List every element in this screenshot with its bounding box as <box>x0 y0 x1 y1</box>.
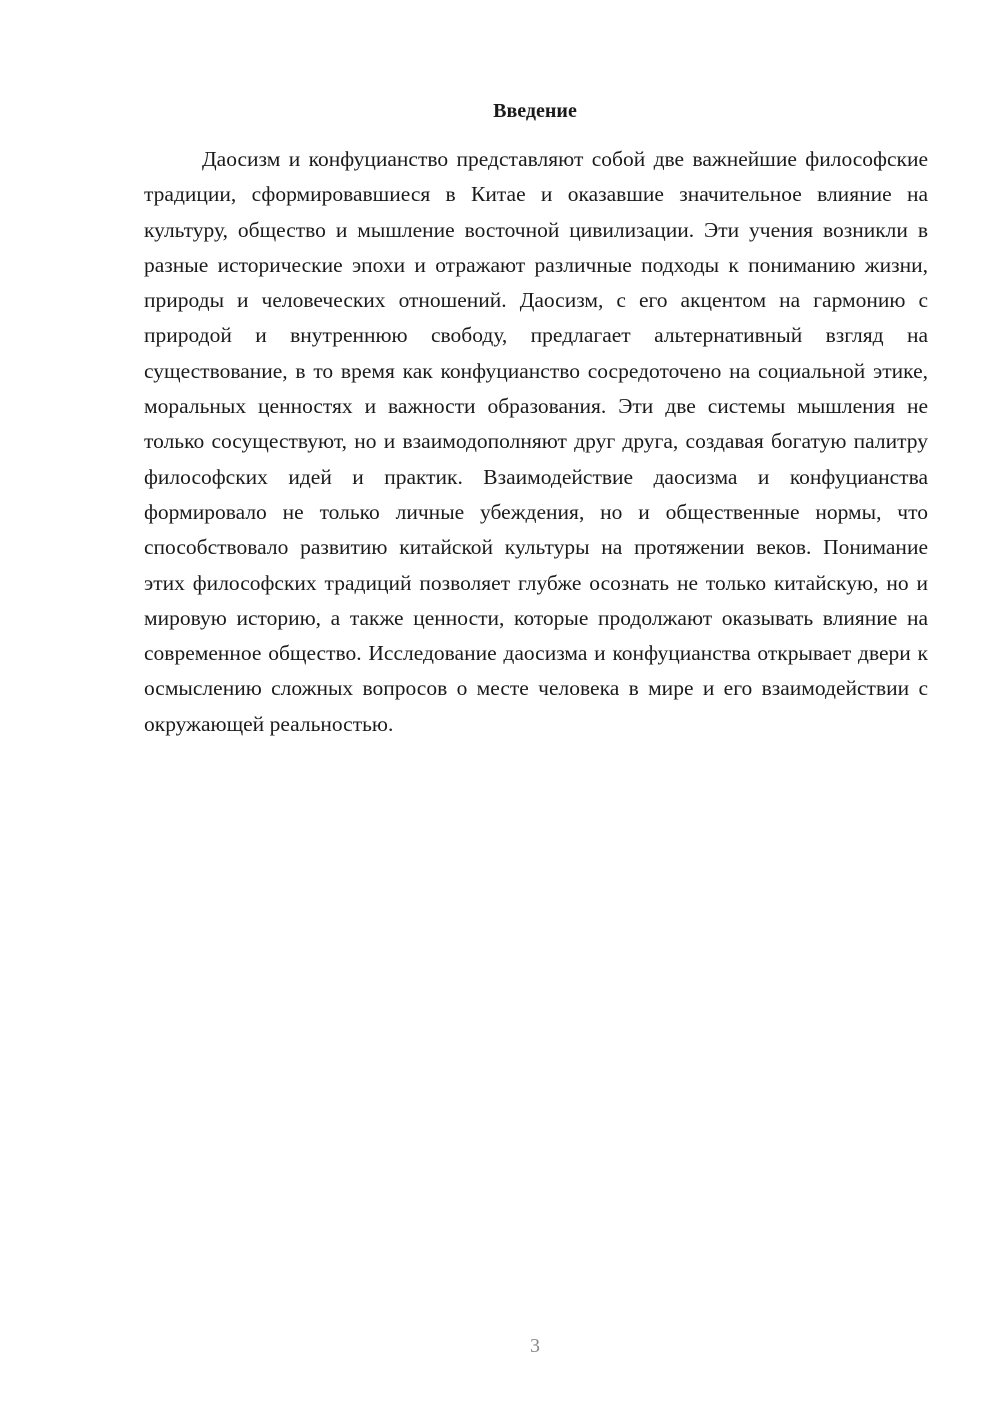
page-number: 3 <box>530 1335 540 1357</box>
body-paragraph: Даосизм и конфуцианство представляют собой две важнейшие философские традиции, сформировавшиеся в Китае и оказавшие значительное влияние на культуру, общество и мышление восточной цивилизации. Эти учения возникли в разные исторические эпохи и отражают различные подходы к пониманию жизни, природы и человеческих отношений. Даосизм, с его акцентом на гармонию с природой и внутреннюю свободу, предлагает альтернативный взгляд на существование, в то время как конфуцианство сосредоточено на социальной этике, моральных ценностях и важности образования. Эти две системы мышления не только сосуществуют, но и взаимодополняют друг друга, создавая богатую палитру философских идей и практик. Взаимодействие даосизма и конфуцианства формировало не только личные убеждения, но и общественные нормы, что способствовало развитию китайской культуры на протяжении веков. Понимание этих философских традиций позволяет глубже осознать не только китайскую, но и мировую историю, а также ценности, которые продолжают оказывать влияние на современное общество. Исследование даосизма и конфуцианства открывает двери к осмыслению сложных вопросов о месте человека в мире и его взаимодействии с окружающей реальностью. <box>144 147 928 736</box>
section-heading: Введение <box>493 100 577 122</box>
